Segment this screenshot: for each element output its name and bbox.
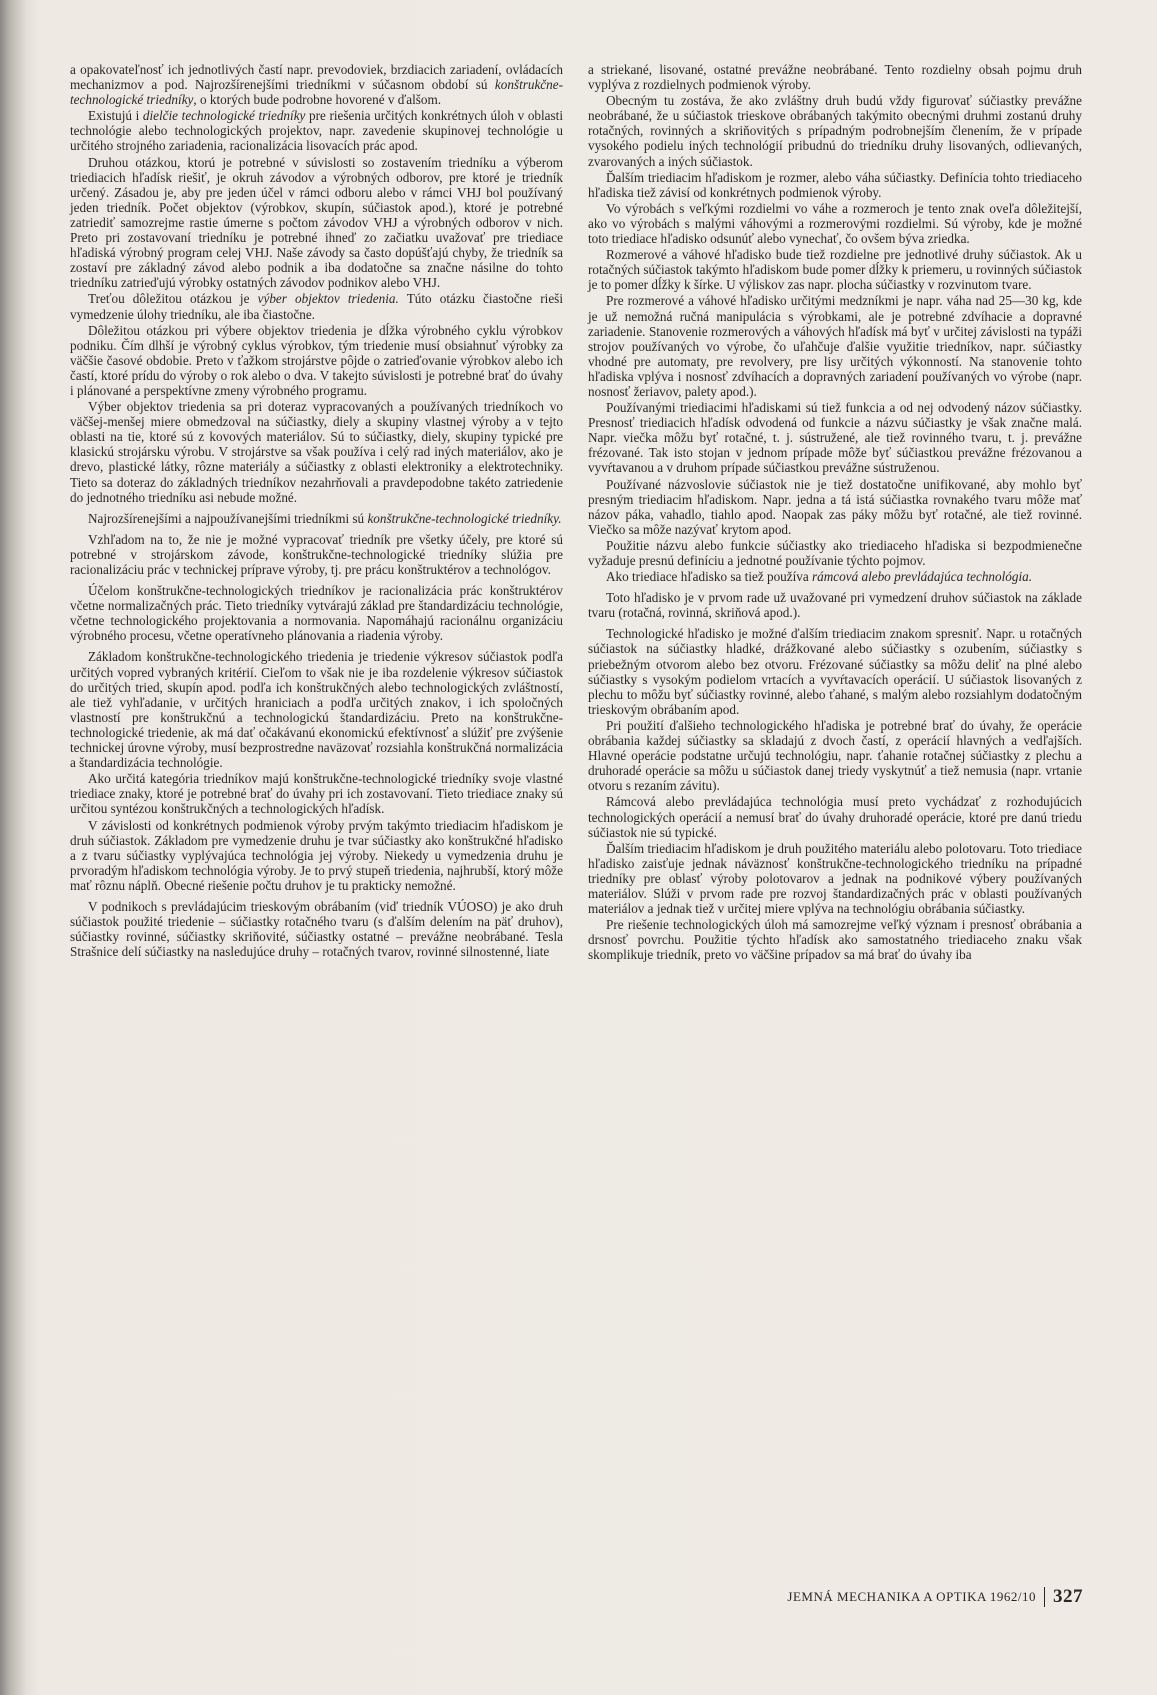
paragraph: Účelom konštrukčne-technologických triedníkov je racionalizácia prác konštruktérov včetne normalizačných prác. Tieto triedníky vytvárajú základ pre štandardizáciu technológie, včetne technologického projektovania a normovania. Napomáhajú racionálnu organizáciu výrobného procesu, včetne operatívneho plánovania a riadenia výroby. bbox=[70, 583, 563, 644]
paragraph: Vzhľadom na to, že nie je možné vypracovať triedník pre všetky účely, pre ktoré sú potrebné v strojárskom závode, konštrukčne-technologické triedníky slúžia pre racionalizáciu prác v technickej príprave výroby, tj. pre prácu konštruktérov a technológov. bbox=[70, 531, 563, 577]
paragraph: Základom konštrukčne-technologického triedenia je triedenie výkresov súčiastok podľa určitých vopred vybraných kritérií. Cieľom to však nie je iba rozdelenie výkresov súčiastok do určitých tried, skupín apod. podľa ich konštrukčných alebo technologických zvláštností, ale tiež vyhľadanie, v určitých hraniciach a podľa určitých znakov, i ich spoločných vlastností pre konštrukčnú a technologickú štandardizáciu. Preto na konštrukčne-technologické triedenie, ak má dať očakávanú ekonomickú efektívnosť a slúžiť pre zvýšenie technickej úrovne výroby, musí bezprostredne naväzovať rozsiahla konštrukčná normalizácia a štandardizácia technológie. bbox=[70, 649, 563, 771]
right-text-column bbox=[588, 62, 1082, 963]
paragraph: V závislosti od konkrétnych podmienok výroby prvým takýmto triediacim hľadiskom je druh súčiastok. Základom pre vymedzenie druhu je tvar súčiastky ako konštrukčné hľadisko a z tvaru súčiastky vyplývajúca technológia jej výroby. Niekedy u vymedzenia druhu je prvoradým hľadiskom technológia výroby. Je to prvý stupeň triedenia, najhrubší, ktorý môže mať rôznu náplň. Obecné riešenie počtu druhov je tu prakticky nemožné. bbox=[70, 817, 563, 893]
paragraph: Technologické hľadisko je možné ďalším triediacim znakom spresniť. Napr. u rotačných súčiastok na súčiastky hladké, drážkované alebo súčiastky s ozubením, súčiastky s priebežným otvorom alebo bez otvoru. Frézované súčiastky sa môžu deliť na plné alebo súčiastky s vysokým podielom vrtacích a vyvŕtavacích operácií. U súčiastok lisovaných z plechu to môžu byť súčiastky rovinné, alebo ťahané, s malým alebo rozsiahlym dodatočným trieskovým obrábaním apod. bbox=[588, 626, 1082, 717]
paragraph: Používanými triediacimi hľadiskami sú tiež funkcia a od nej odvodený názov súčiastky. Presnosť triediacich hľadísk odvodená od funkcie a názvu súčiastky je však značne malá. Napr. viečka môžu byť rotačné, t. j. sústružené, ale tiež rovinného tvaru, t. j. prevážne frézované. Tak isto stojan v jednom prípade môže byť súčiastkou prevážne frézovanou a vyvŕtavanou a v druhom prípade súčiastkou prevážne sústruženou. bbox=[588, 400, 1082, 476]
paragraph: a striekané, lisované, ostatné prevážne neobrábané. Tento rozdielny obsah pojmu druh vyplýva z rozdielnych podmienok výroby. bbox=[588, 62, 1082, 93]
paragraph: Ako určitá kategória triedníkov majú konštrukčne-technologické triedníky svoje vlastné triediace znaky, ktoré je potrebné brať do úvahy pri ich zostavovaní. Tieto triediace znaky sú určitou syntézou konštrukčných a technologických hľadísk. bbox=[70, 771, 563, 817]
paragraph: Najrozšírenejšími a najpoužívanejšími triedníkmi sú konštrukčne-technologické triedníky. bbox=[88, 510, 562, 526]
page-number: 327 bbox=[1053, 1586, 1083, 1607]
paragraph: Použitie názvu alebo funkcie súčiastky ako triediaceho hľadiska si bezpodmienečne vyžaduje presnú definíciu a jednotné používanie týchto pojmov. bbox=[588, 537, 1082, 568]
paragraph: Výber objektov triedenia sa pri doteraz vypracovaných a používaných triedníkoch vo väčšej-menšej miere obmedzoval na súčiastky, diely a skupiny vlastnej výroby a v tejto oblasti na tie, ktoré sú z kovových materiálov. Sú to súčiastky, diely, skupiny typické pre klasickú strojársku výrobu. V strojárstve sa však používa i celý rad iných materiálov, ako je drevo, plastické látky, rôzne materiály a súčiastky z oblasti elektroniky a elektrotechniky. Tieto sa doteraz do základných triedníkov nezahrňovali a pravdepodobne takéto zatriedenie do jednotného triedníku asi nebude možné. bbox=[70, 399, 563, 505]
paragraph: Ďalším triediacim hľadiskom je druh použitého materiálu alebo polotovaru. Toto triediace hľadisko zaisťuje jednak náväznosť konštrukčne-technologického triedníku na prípadné triedníky pre oblasť výroby polotovarov a jednak na podnikové výbery používaných materiálov. Slúži v prvom rade pre rozvoj štandardizačných prác v oblasti používaných materiálov a jednak tiež v určitej miere vplýva na technológiu obrábania súčiastky. bbox=[588, 840, 1082, 917]
left-text-column bbox=[70, 62, 563, 960]
paragraph: a opakovateľnosť ich jednotlivých častí napr. prevodoviek, brzdiacich zariadení, ovládacích mechanizmov a pod. Najrozšírenejšími triedníkmi v súčasnom období sú konštrukčne-technologické triedníky, o ktorých bude podrobne hovorené v ďalšom. bbox=[70, 62, 563, 108]
italic-term: výber objektov triedenia. bbox=[257, 291, 399, 307]
paragraph: Dôležitou otázkou pri výbere objektov triedenia je dĺžka výrobného cyklu výrobkov podniku. Čím dlhší je výrobný cyklus výrobkov, tým triedenie musí obsiahnuť výrobky za väčšie časové obdobie. Preto v ťažkom strojárstve pôjde o zatrieďovanie výrobkov alebo ich častí, ktoré prídu do výroby o rok alebo o dva. V takejto súvislosti je potrebné brať do úvahy i plánované a perspektívne zmeny výrobného programu. bbox=[70, 322, 563, 398]
paragraph: Obecným tu zostáva, že ako zvláštny druh budú vždy figurovať súčiastky prevážne neobrábané, že u súčiastok trieskove obrábaných takýmito obecnými druhmi zostanú druhy rotačných, rovinných a skriňovitých s prípadným podrobnejším členením, že v prípade vysokého podielu iných technológií pribudnú do triedníku druhy lisovaných, odlievaných, zvarovaných a iných súčiastok. bbox=[588, 93, 1082, 169]
footer-divider bbox=[1044, 1587, 1045, 1607]
paragraph: Vo výrobách s veľkými rozdielmi vo váhe a rozmeroch je tento znak oveľa dôležitejší, ako vo výrobách s malými váhovými a rozmerovými rozdielmi. Sú výroby, kde je možné toto triediace hľadisko odsunúť alebo vynechať, čo ovšem býva zriedka. bbox=[588, 200, 1082, 247]
paragraph: Druhou otázkou, ktorú je potrebné v súvislosti so zostavením triedníku a výberom triediacich hľadísk riešiť, je okruh závodov a výrobných odborov, pre ktoré je triedník určený. Zásadou je, aby pre jeden účel v rámci odboru alebo v rámci VHJ bol používaný jeden triedník. Počet objektov (výrobkov, skupín, súčiastok apod.), ktoré je potrebné zatriediť samozrejme rastie úmerne s počtom závodov VHJ a výrobných odborov v nich. Preto pri zostavovaní triedníku je potrebné ihneď zo začiatku uvažovať pre triediace hľadiská výrobný program celej VHJ. Naše závody sa často dopúšťajú chyby, že triedník sa zostaví pre základný závod alebo podnik a iba dodatočne sa značne násilne do tohto triedníku zatrieďujú výrobky ostatných závodov podnikov alebo VHJ. bbox=[70, 154, 563, 291]
page-footer bbox=[787, 1586, 1083, 1608]
paragraph: Toto hľadisko je v prvom rade už uvažované pri vymedzení druhov súčiastok na základe tvaru (rotačná, rovinná, skriňová apod.). bbox=[588, 590, 1082, 621]
paragraph: Pre rozmerové a váhové hľadisko určitými medzníkmi je napr. váha nad 25—30 kg, kde je už nemožná ručná manipulácia s výrobkami, ale je potrebné zdvíhacie a dopravné zariadenie. Stanovenie rozmerových a váhových hľadísk má byť v určitej závislosti na typáži strojov používaných vo výrobe, čo uľahčuje ďalšie využitie triedníkov, napr. súčiastky vhodné pre automaty, pre revolvery, pre lisy určitých výkonností. Na stanovenie tohto hľadiska vplýva i nosnosť zdvíhacích a dopravných zariadení používaných vo výrobe (napr. nosnosť žeriavov, palety apod.). bbox=[588, 293, 1082, 399]
paragraph: Používané názvoslovie súčiastok nie je tiež dostatočne unifikované, aby mohlo byť presným triediacim hľadiskom. Napr. jedna a tá istá súčiastka rovnakého tvaru môže mať názov páka, vahadlo, tiahlo apod. Naopak zas páky môžu byť rotačné, ale tiež rovinné. Viečko sa môže nazývať krytom apod. bbox=[588, 476, 1082, 537]
paragraph: Existujú i dielčie technologické triedníky pre riešenia určitých konkrétnych úloh v oblasti technológie alebo technologických projektov, napr. zavedenie skupinovej technológie u určitého strojného zariadenia, racionalizácia lisovacích prác apod. bbox=[70, 108, 563, 154]
paragraph: Pri použití ďalšieho technologického hľadiska je potrebné brať do úvahy, že operácie obrábania každej súčiastky sa skladajú z dvoch častí, z operácií hlavných a vedľajších. Hlavné operácie podstatne určujú technológiu, napr. ťahanie rotačnej súčiastky z plechu a druhoradé operácie sa môžu u súčiastok danej triedy vyskytnúť a tiež nemusia (napr. vrtanie otvoru s rezaním závitu). bbox=[588, 717, 1082, 794]
paragraph: V podnikoch s prevládajúcim trieskovým obrábaním (viď triedník VÚOSO) je ako druh súčiastok použité triedenie – súčiastky rotačného tvaru (s ďalším delením na päť druhov), súčiastky rovinné, súčiastky skriňovité, súčiastky ostatné – prevážne neobrábané. Tesla Strašnice delí súčiastky na nasledujúce druhy – rotačných tvarov, rovinné silnostenné, liate bbox=[70, 898, 563, 960]
italic-term: rámcová alebo prevládajúca technológia. bbox=[812, 569, 1033, 585]
italic-term: konštrukčne-technologické triedníky bbox=[70, 77, 563, 108]
paragraph: Rozmerové a váhové hľadisko bude tiež rozdielne pre jednotlivé druhy súčiastok. Ak u rotačných súčiastok takýmto hľadiskom bude pomer dĺžky k priemeru, u rovinných súčiastok je to pomer dĺžky k šírke. U výliskov zas napr. plocha súčiastky v rozvinutom tvare. bbox=[588, 247, 1082, 293]
italic-term: dielčie technologické triedníky bbox=[142, 108, 306, 124]
paragraph: Treťou dôležitou otázkou je výber objektov triedenia. Túto otázku čiastočne rieši vymedzenie úlohy triedníku, ale iba čiastočne. bbox=[70, 291, 563, 322]
paragraph: Rámcová alebo prevládajúca technológia musí preto vychádzať z rozhodujúcich technologických operácií a nemusí brať do úvahy druhoradé operácie, ktoré pre danú triedu súčiastok nie sú typické. bbox=[588, 794, 1082, 840]
paragraph: Pre riešenie technologických úloh má samozrejme veľký význam i presnosť obrábania a drsnosť povrchu. Použitie týchto hľadísk ako samostatného triediaceho znaku však skomplikuje triedník, preto vo väčšine prípadov sa má brať do úvahy iba bbox=[588, 917, 1082, 963]
paragraph: Ako triediace hľadisko sa tiež používa rámcová alebo prevládajúca technológia. bbox=[606, 569, 1033, 585]
journal-name: JEMNÁ MECHANIKA A OPTIKA 1962/10 bbox=[787, 1589, 1036, 1604]
italic-term: konštrukčne-technologické triedníky. bbox=[367, 510, 562, 526]
paragraph: Ďalším triediacim hľadiskom je rozmer, alebo váha súčiastky. Definícia tohto triediaceho hľadiska tiež závisí od konkrétnych podmienok výroby. bbox=[588, 169, 1082, 200]
